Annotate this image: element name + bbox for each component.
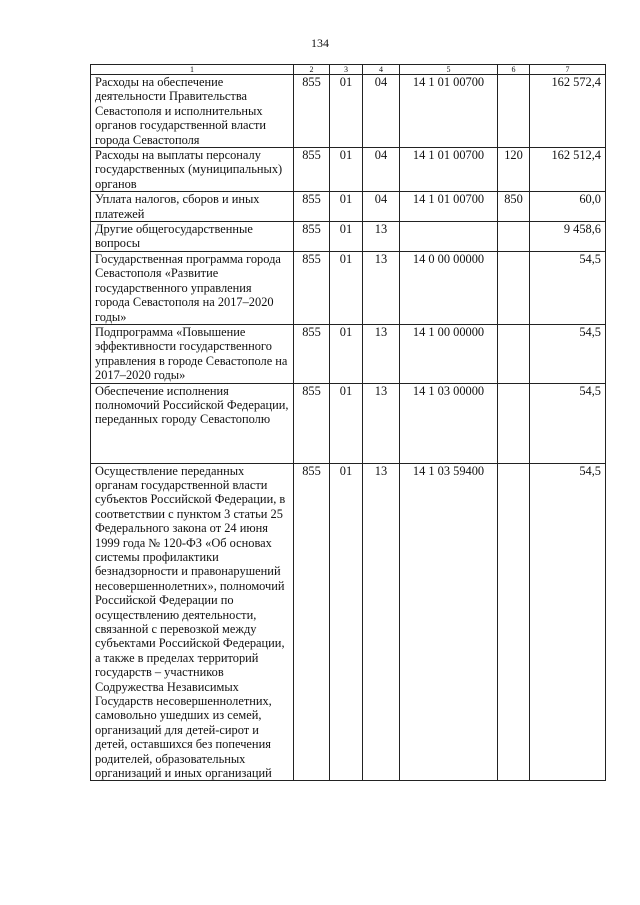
table-row — [91, 192, 606, 222]
row-name: Расходы на выплаты персоналу государственных (муниципальных) органов — [91, 148, 294, 192]
row-expense-type — [498, 251, 530, 324]
table-row — [91, 148, 606, 192]
row-section-code: 01 — [330, 192, 363, 222]
row-section-code: 01 — [330, 251, 363, 324]
row-department-code: 855 — [294, 148, 330, 192]
row-section-code: 01 — [330, 324, 363, 383]
row-amount: 54,5 — [530, 383, 606, 463]
table-row — [91, 463, 606, 781]
row-subsection-code: 13 — [363, 324, 400, 383]
budget-table — [90, 64, 606, 781]
column-number: 1 — [91, 65, 294, 75]
column-number: 2 — [294, 65, 330, 75]
table-row — [91, 222, 606, 252]
page-number: 134 — [311, 36, 329, 50]
row-target-article: 14 1 01 00700 — [400, 75, 498, 148]
row-amount: 54,5 — [530, 463, 606, 781]
row-section-code: 01 — [330, 222, 363, 252]
row-target-article: 14 1 01 00700 — [400, 148, 498, 192]
row-section-code: 01 — [330, 383, 363, 463]
row-target-article: 14 1 03 59400 — [400, 463, 498, 781]
row-section-code: 01 — [330, 463, 363, 781]
row-target-article: 14 1 01 00700 — [400, 192, 498, 222]
table-row — [91, 251, 606, 324]
row-target-article: 14 1 03 00000 — [400, 383, 498, 463]
column-number-row — [91, 65, 606, 75]
row-amount: 9 458,6 — [530, 222, 606, 252]
row-amount: 162 572,4 — [530, 75, 606, 148]
row-subsection-code: 13 — [363, 251, 400, 324]
row-amount: 162 512,4 — [530, 148, 606, 192]
table-row — [91, 324, 606, 383]
row-name: Расходы на обеспечение деятельности Правительства Севастополя и исполнительных органов государственной власти города Севастополя — [91, 75, 294, 148]
column-number: 6 — [498, 65, 530, 75]
row-amount: 60,0 — [530, 192, 606, 222]
column-number: 4 — [363, 65, 400, 75]
row-name: Уплата налогов, сборов и иных платежей — [91, 192, 294, 222]
row-expense-type: 850 — [498, 192, 530, 222]
row-name: Другие общегосударственные вопросы — [91, 222, 294, 252]
row-department-code: 855 — [294, 75, 330, 148]
row-target-article: 14 1 00 00000 — [400, 324, 498, 383]
row-target-article — [400, 222, 498, 252]
row-expense-type — [498, 383, 530, 463]
column-number: 3 — [330, 65, 363, 75]
row-department-code: 855 — [294, 463, 330, 781]
row-expense-type — [498, 463, 530, 781]
row-name: Государственная программа города Севастополя «Развитие государственного управления города Севастополя на 2017–2020 годы» — [91, 251, 294, 324]
row-section-code: 01 — [330, 75, 363, 148]
row-subsection-code: 04 — [363, 148, 400, 192]
row-amount: 54,5 — [530, 251, 606, 324]
row-expense-type: 120 — [498, 148, 530, 192]
row-expense-type — [498, 75, 530, 148]
row-subsection-code: 13 — [363, 463, 400, 781]
table-row — [91, 75, 606, 148]
row-target-article: 14 0 00 00000 — [400, 251, 498, 324]
row-expense-type — [498, 222, 530, 252]
row-name: Подпрограмма «Повышение эффективности государственного управления в городе Севастополе на 2017–2020 годы» — [91, 324, 294, 383]
row-department-code: 855 — [294, 192, 330, 222]
row-section-code: 01 — [330, 148, 363, 192]
row-name: Обеспечение исполнения полномочий Российской Федерации, переданных городу Севастополю — [91, 383, 294, 463]
row-amount: 54,5 — [530, 324, 606, 383]
row-expense-type — [498, 324, 530, 383]
row-subsection-code: 13 — [363, 383, 400, 463]
table-row — [91, 383, 606, 463]
row-subsection-code: 13 — [363, 222, 400, 252]
row-department-code: 855 — [294, 251, 330, 324]
column-number: 7 — [530, 65, 606, 75]
row-department-code: 855 — [294, 383, 330, 463]
row-subsection-code: 04 — [363, 75, 400, 148]
column-number: 5 — [400, 65, 498, 75]
row-department-code: 855 — [294, 324, 330, 383]
row-subsection-code: 04 — [363, 192, 400, 222]
row-department-code: 855 — [294, 222, 330, 252]
row-name: Осуществление переданных органам государственной власти субъектов Российской Федерации, в соответствии с пунктом 3 статьи 25 Федерального закона от 24 июня 1999 года № 120-ФЗ «Об основах системы профилактики безнадзорности и правонарушений несовершеннолетних», полномочий Российской Федерации по осуществлению деятельности, связанной с перевозкой между субъектами Российской Федерации, а также в пределах территорий государств – участников Содружества Независимых Государств несовершеннолетних, самовольно ушедших из семей, организаций для детей-сирот и детей, оставшихся без попечения родителей, образовательных организаций и иных организаций — [91, 463, 294, 781]
